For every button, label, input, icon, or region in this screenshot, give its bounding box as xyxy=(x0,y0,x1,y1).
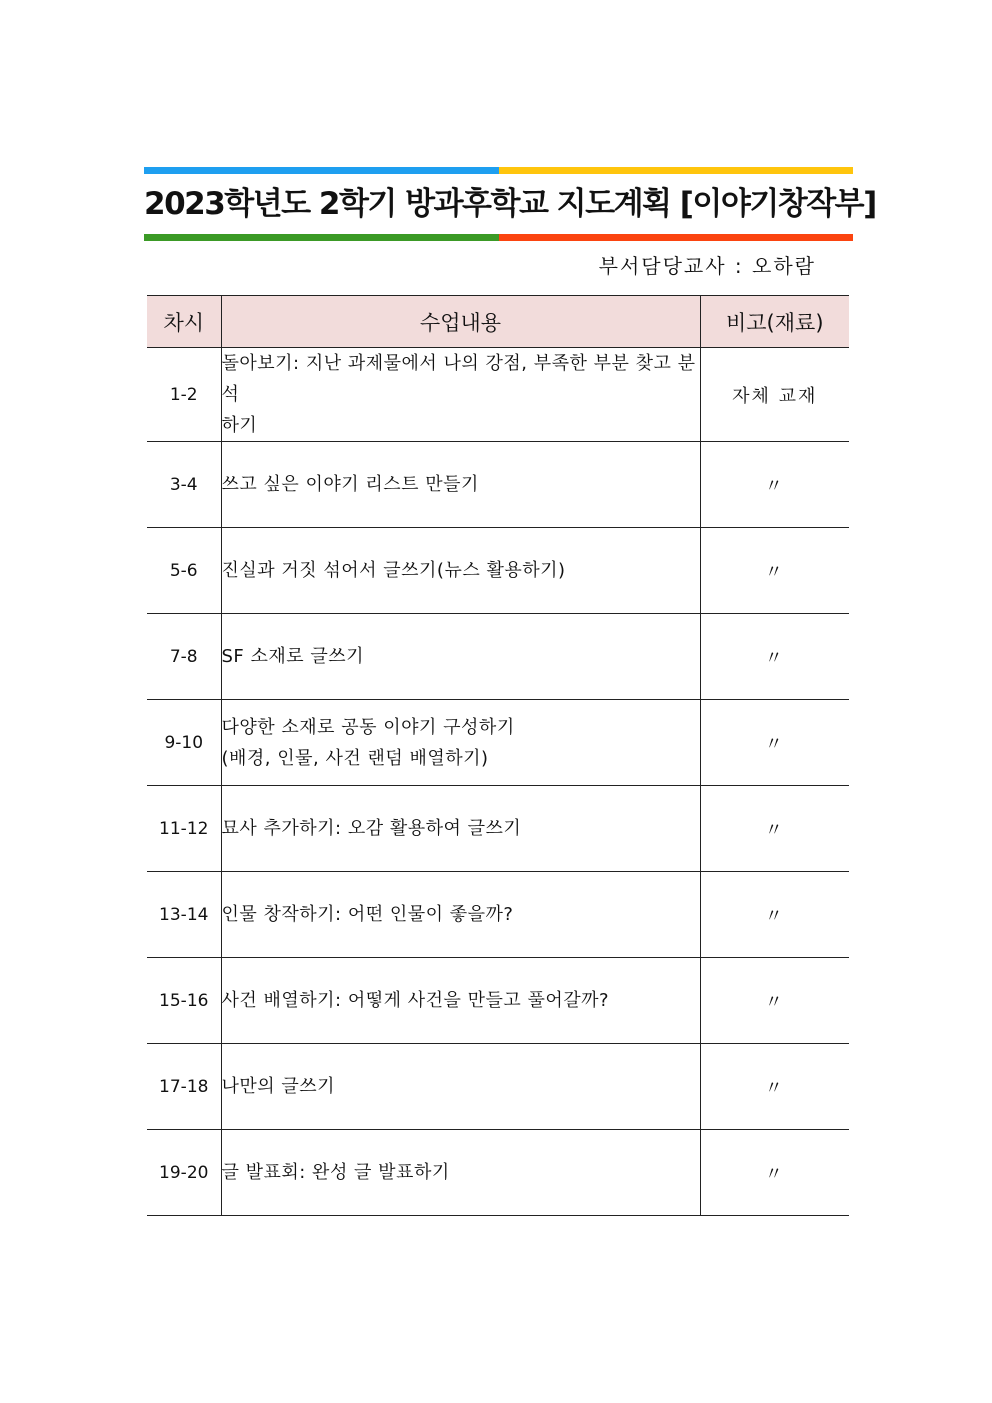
table-row xyxy=(147,786,849,872)
table-row xyxy=(147,442,849,528)
session-cell: 7-8 xyxy=(147,614,221,700)
teacher-in-charge: 부서담당교사 : 오하람 xyxy=(598,254,816,278)
table-row xyxy=(147,1130,849,1216)
content-line: 글 발표회: 완성 글 발표하기 xyxy=(221,1162,450,1183)
content-line: 쓰고 싶은 이야기 리스트 만들기 xyxy=(221,474,479,495)
content-line: 다양한 소재로 공동 이야기 구성하기 xyxy=(221,716,515,738)
title-bar-top-left xyxy=(144,167,499,174)
title-bar-top-right xyxy=(499,167,853,174)
session-cell: 13-14 xyxy=(147,872,221,958)
content-line: 진실과 거짓 섞어서 글쓰기(뉴스 활용하기) xyxy=(221,560,566,581)
content-cell xyxy=(221,1130,700,1216)
content-cell xyxy=(221,442,700,528)
table-header-row xyxy=(147,296,849,348)
content-cell xyxy=(221,786,700,872)
content-cell xyxy=(221,528,700,614)
content-line: 묘사 추가하기: 오감 활용하여 글쓰기 xyxy=(221,818,522,839)
content-cell xyxy=(221,958,700,1044)
table-body xyxy=(147,348,849,1216)
table-row xyxy=(147,872,849,958)
session-cell: 3-4 xyxy=(147,442,221,528)
table-row xyxy=(147,1044,849,1130)
content-line: 인물 창작하기: 어떤 인물이 좋을까? xyxy=(221,904,514,925)
session-cell: 5-6 xyxy=(147,528,221,614)
content-cell xyxy=(221,700,700,786)
session-cell: 9-10 xyxy=(147,700,221,786)
header-session: 차시 xyxy=(147,296,221,348)
note-cell: 〃 xyxy=(700,872,849,958)
document-title: 2023학년도 2학기 방과후학교 지도계획 [이야기창작부] xyxy=(144,186,876,222)
content-line: (배경, 인물, 사건 랜덤 배열하기) xyxy=(221,747,489,769)
note-cell: 〃 xyxy=(700,1044,849,1130)
table-row xyxy=(147,958,849,1044)
content-line: 돌아보기: 지난 과제물에서 나의 강점, 부족한 부분 찾고 분석 xyxy=(221,353,696,405)
header-note: 비고(재료) xyxy=(700,296,849,348)
note-cell: 〃 xyxy=(700,1130,849,1216)
note-cell: 〃 xyxy=(700,786,849,872)
title-banner xyxy=(144,167,876,241)
table-row xyxy=(147,700,849,786)
title-bar-bottom-right xyxy=(499,234,853,241)
content-cell xyxy=(221,614,700,700)
table-row xyxy=(147,348,849,442)
content-line: 사건 배열하기: 어떻게 사건을 만들고 풀어갈까? xyxy=(221,990,610,1011)
note-cell: 〃 xyxy=(700,442,849,528)
note-cell: 〃 xyxy=(700,958,849,1044)
note-cell: 〃 xyxy=(700,528,849,614)
session-cell: 11-12 xyxy=(147,786,221,872)
content-line: SF 소재로 글쓰기 xyxy=(221,646,365,667)
note-cell: 자체 교재 xyxy=(700,348,849,442)
session-cell: 15-16 xyxy=(147,958,221,1044)
note-cell: 〃 xyxy=(700,614,849,700)
session-cell: 1-2 xyxy=(147,348,221,442)
session-cell: 19-20 xyxy=(147,1130,221,1216)
session-cell: 17-18 xyxy=(147,1044,221,1130)
note-cell: 〃 xyxy=(700,700,849,786)
content-cell xyxy=(221,1044,700,1130)
lesson-plan-table xyxy=(147,295,849,1216)
header-content: 수업내용 xyxy=(221,296,700,348)
title-bar-bottom-left xyxy=(144,234,499,241)
table-row xyxy=(147,614,849,700)
content-cell xyxy=(221,348,700,442)
content-line: 나만의 글쓰기 xyxy=(221,1076,336,1097)
content-line: 하기 xyxy=(221,415,258,436)
content-cell xyxy=(221,872,700,958)
table-row xyxy=(147,528,849,614)
